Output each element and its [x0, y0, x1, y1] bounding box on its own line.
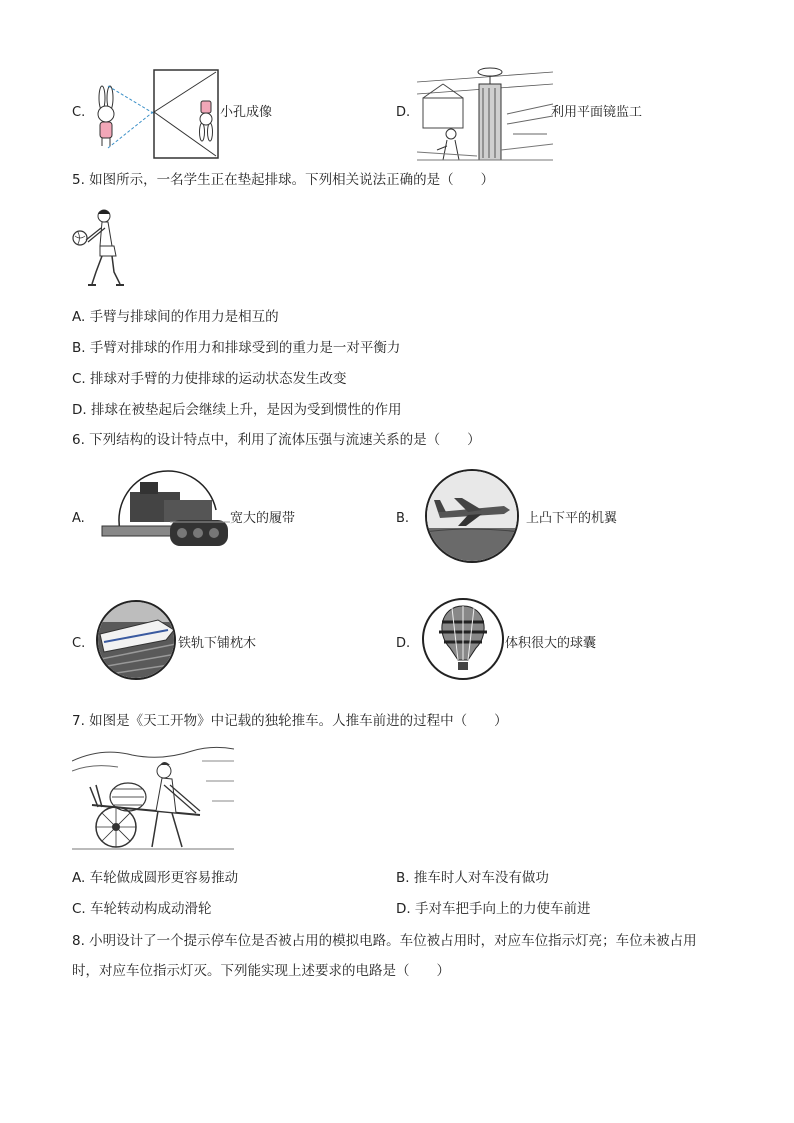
- volleyball-student-figure: [72, 206, 128, 290]
- q5-option-c: C. 排球对手臂的力使排球的运动状态发生改变: [72, 371, 347, 387]
- q6-option-a-caption: 宽大的履带: [230, 511, 296, 526]
- q5-option-d: D. 排球在被垫起后会继续上升，是因为受到惯性的作用: [72, 402, 402, 418]
- q5-option-a: A. 手臂与排球间的作用力是相互的: [72, 309, 279, 325]
- q6-option-b-caption: 上凸下平的机翼: [526, 511, 618, 526]
- q8-stem-line1: 8. 小明设计了一个提示停车位是否被占用的模拟电路。车位被占用时，对应车位指示灯亮；车位未被占用: [72, 933, 697, 949]
- q6-option-a-letter: A.: [72, 511, 85, 526]
- airplane-wing-figure: [424, 468, 520, 564]
- plane-mirror-supervision-figure: [417, 64, 553, 164]
- q6-stem: 6. 下列结构的设计特点中，利用了流体压强与流速关系的是（ ）: [72, 432, 481, 448]
- q7-option-c: C. 车轮转动构成动滑轮: [72, 901, 212, 917]
- q5-option-b: B. 手臂对排球的作用力和排球受到的重力是一对平衡力: [72, 340, 401, 356]
- pinhole-imaging-figure: [88, 68, 223, 160]
- q7-option-a: A. 车轮做成圆形更容易推动: [72, 870, 239, 886]
- q6-option-b-letter: B.: [396, 511, 410, 526]
- q4-option-c-letter: C.: [72, 105, 86, 120]
- q6-option-d-caption: 体积很大的球囊: [505, 636, 597, 651]
- q7-option-d: D. 手对车把手向上的力使车前进: [396, 901, 591, 917]
- q7-stem: 7. 如图是《天工开物》中记载的独轮推车。人推车前进的过程中（ ）: [72, 713, 508, 729]
- q7-option-b: B. 推车时人对车没有做功: [396, 870, 549, 886]
- railway-sleepers-figure: [96, 600, 176, 680]
- q6-option-d-letter: D.: [396, 636, 411, 651]
- tracked-vehicle-figure: [100, 470, 232, 554]
- hot-air-balloon-figure: [422, 598, 504, 680]
- wheelbarrow-figure: [72, 741, 234, 855]
- q6-option-c-letter: C.: [72, 636, 86, 651]
- q4-option-d-letter: D.: [396, 105, 411, 120]
- q4-option-d-caption: 利用平面镜监工: [551, 105, 643, 120]
- q5-stem: 5. 如图所示，一名学生正在垫起排球。下列相关说法正确的是（ ）: [72, 172, 495, 188]
- q6-option-c-caption: 铁轨下铺枕木: [178, 636, 257, 651]
- q4-option-c-caption: 小孔成像: [220, 105, 273, 120]
- q8-stem-line2: 时，对应车位指示灯灭。下列能实现上述要求的电路是（ ）: [72, 963, 450, 979]
- rabbit-object-icon: [98, 86, 114, 146]
